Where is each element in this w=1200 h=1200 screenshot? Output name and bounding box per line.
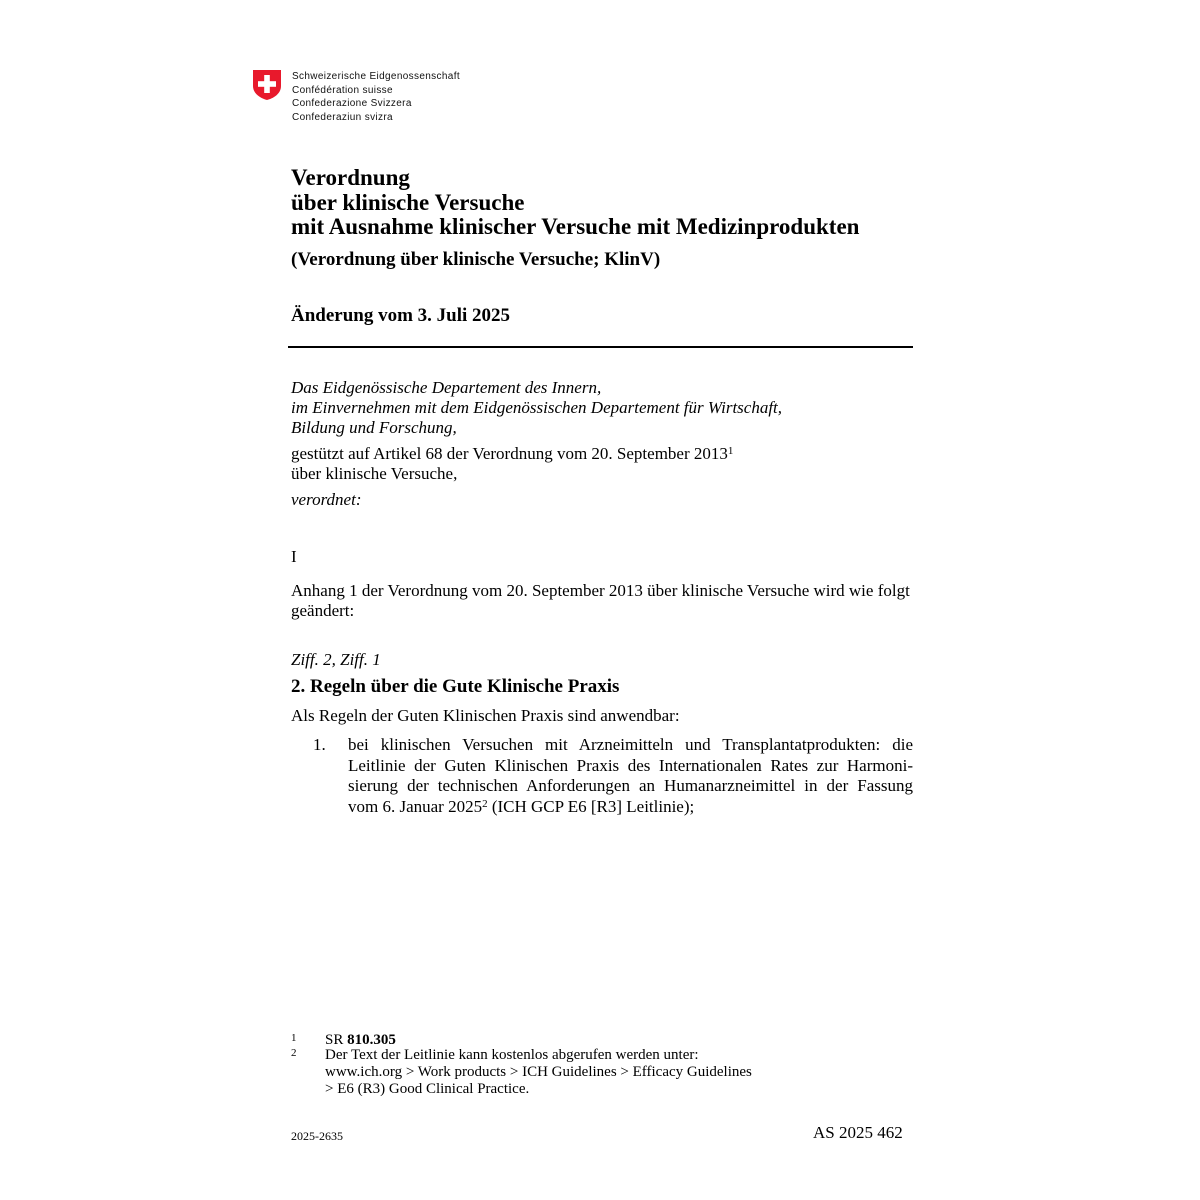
short-title: (Verordnung über klinische Versuche; KlinV) (291, 248, 661, 270)
list-item-line-1: bei klinischen Versuchen mit Arzneimitteln und Transplantatprodukten: die (348, 735, 913, 754)
amendment-date: Änderung vom 3. Juli 2025 (291, 305, 511, 326)
footnote-2-link[interactable]: www.ich.org > Work products > ICH Guidelines > Efficacy Guidelines (325, 1064, 752, 1080)
list-item-line-4 (348, 797, 913, 818)
title-line-1: Verordnung (291, 165, 410, 190)
list-item-line-4-start: vom 6. Januar 2025 (348, 796, 483, 816)
legal-basis-line-2: über klinische Versuche, (291, 464, 458, 483)
agency-name-de: Schweizerische Eidgenossenschaft (292, 71, 460, 82)
agency-name-rm: Confederaziun svizra (292, 111, 393, 123)
decree-word: verordnet: (291, 490, 362, 509)
title-line-3: mit Ausnahme klinischer Versuche mit Medizinprodukten (291, 214, 860, 239)
preamble (291, 378, 911, 510)
section-lead: Als Regeln der Guten Klinischen Praxis sind anwendbar: (291, 706, 680, 725)
list-item-text (348, 735, 913, 817)
swiss-coat-of-arms-icon (252, 69, 282, 101)
footnote-2-line-1: Der Text der Leitlinie kann kostenlos abgerufen werden unter: (325, 1047, 699, 1063)
legal-basis-text: gestützt auf Artikel 68 der Verordnung vom 20. September 2013 (291, 444, 728, 463)
list-item-line-2: Leitlinie der Guten Klinischen Praxis des Internationalen Rates zur Harmoni- (348, 755, 913, 775)
official-compilation-ref: AS 2025 462 (813, 1123, 903, 1142)
footnote-1-prefix: SR (325, 1032, 348, 1048)
footnote-2-line-3: > E6 (R3) Good Clinical Practice. (325, 1081, 530, 1097)
footnote-ref-2[interactable]: 2 (482, 797, 488, 810)
document-title (291, 166, 859, 272)
agency-name-it: Confederazione Svizzera (292, 98, 412, 109)
list-item-line-4-end: (ICH GCP E6 [R3] Leitlinie); (487, 796, 695, 816)
title-divider (288, 346, 913, 348)
authority-line-2: im Einvernehmen mit dem Eidgenössischen Departement für Wirtschaft, (291, 398, 783, 417)
document-code: 2025-2635 (291, 1129, 343, 1143)
list-item-line-3: sierung der technischen Anforderungen an Humanarzneimittel in der Fassung (348, 776, 913, 795)
section-number: I (291, 547, 297, 566)
section-intro: Anhang 1 der Verordnung vom 20. September 2013 über klinische Versuche wird wie folgt geändert: (291, 581, 910, 620)
list-item-number: 1. (313, 735, 326, 754)
footnote-2-mark: 2 (291, 1047, 297, 1059)
authority-line-3: Bildung und Forschung, (291, 418, 457, 437)
agency-name-fr: Confédération suisse (292, 84, 393, 96)
authority-line-1: Das Eidgenössische Departement des Innern, (291, 378, 602, 397)
footnote-2 (291, 1047, 752, 1098)
footnote-1-mark: 1 (291, 1032, 297, 1044)
title-line-2: über klinische Versuche (291, 189, 525, 215)
footnote-ref-1[interactable]: 1 (727, 445, 734, 457)
amendment-reference: Ziff. 2, Ziff. 1 (291, 650, 381, 669)
section-heading: 2. Regeln über die Gute Klinische Praxis (291, 676, 620, 697)
legal-basis-line-1 (291, 444, 911, 464)
footnote-1-sr-number: 810.305 (347, 1032, 396, 1048)
list-item (291, 735, 913, 817)
agency-name-block (292, 70, 460, 124)
